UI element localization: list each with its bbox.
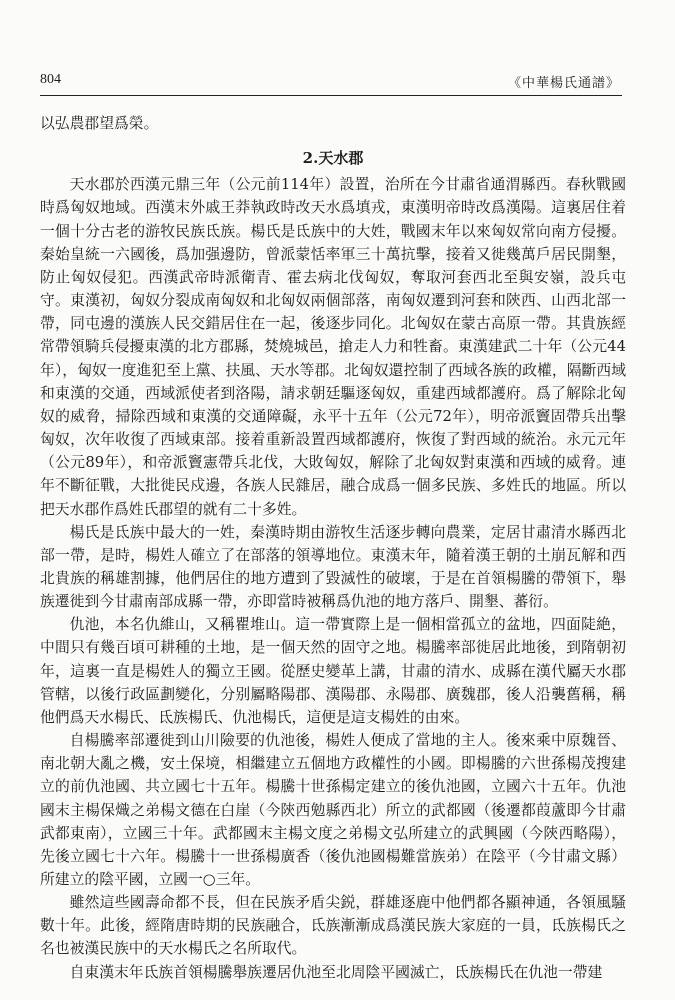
page-number: 804 [40,72,61,87]
paragraph-1: 天水郡於西漢元鼎三年（公元前114年）設置，治所在今甘肅省通渭縣西。春秋戰國時爲匈奴地域。西漢末外戚王莽執政時改天水爲填戎，東漢明帝時改爲漢陽。這裏居住着一個十分古老的游牧民族氐族。楊氏是氐族中的大姓，戰國末年以來匈奴常向南方侵擾。秦始皇統一六國後，爲加强邊防，曾派蒙恬率軍三十萬抗擊，接着又徙幾萬戶居民開墾，防止匈奴侵犯。西漢武帝時派衛青、霍去病北伐匈奴，奪取河套西北至與安嶺，設兵屯守。東漢初，匈奴分裂成南匈奴和北匈奴兩個部落，南匈奴遷到河套和陝西、山西北部一帶，同屯邊的漢族人民交錯居住在一起，後逐步同化。北匈奴在蒙古高原一帶。其貴族經常帶領騎兵侵擾東漢的北方郡縣，焚燒城邑，搶走人力和牲畜。東漢建武二十年（公元44年），匈奴一度進犯至上黨、扶風、天水等郡。北匈奴還控制了西域各族的政權，隔斷西域和東漢的交通，西域派使者到洛陽，請求朝廷驅逐匈奴，重建西域都護府。爲了解除北匈奴的威脅，掃除西域和東漢的交通障礙，永平十五年（公元72年），明帝派竇固帶兵出擊匈奴，次年收復了西域東部。接着重新設置西域都護府，恢復了對西域的統治。永元元年（公元89年），和帝派竇憲帶兵北伐，大敗匈奴，解除了北匈奴對東漢和西域的威脅。連年不斷征戰，大批徙民戍邊，各族人民雜居，融合成爲一個多民族、多姓氏的地區。所以把天水郡作爲姓氏郡望的就有二十多姓。 [40,176,626,518]
paragraph-5: 雖然這些國壽命都不長，但在民族矛盾尖鋭，群雄逐鹿中他們都各顯神通，各領風騷數十年。此後，經隋唐時期的民族融合，氐族漸漸成爲漢民族大家庭的一員，氐族楊氏之名也被漢民族中的天水楊氏之名所取代。 [40,894,626,958]
running-title: 《中華楊氏通譜》 [507,76,620,91]
paragraph-6: 自東漢末年氐族首領楊騰舉族遷居仇池至北周陰平國滅亡，氐族楊氏在仇池一帶建 [69,963,603,981]
page-header [40,72,620,94]
paragraph-4: 自楊騰率部遷徙到山川險要的仇池後，楊姓人便成了當地的主人。後來乘中原魏晉、南北朝大亂之機，安土保境，相繼建立五個地方政權性的小國。即楊騰的六世孫楊茂搜建立的前仇池國、共立國七十五年。楊騰十世孫楊定建立的後仇池國，立國六十五年。仇池國末主楊保熾之弟楊文德在白崖（今陝西勉縣西北）所立的武都國（後遷都葭蘆即今甘肅武都東南），立國三十年。武都國末主楊文度之弟楊文弘所建立的武興國（今陝西略陽），先後立國七十六年。楊騰十一世孫楊廣香（後仇池國楊難當族弟）在陰平（今甘肅文縣）所建立的陰平國，立國一○三年。 [40,732,626,888]
page-body [40,112,626,984]
carryover-paragraph: 以弘農郡望爲榮。 [40,115,159,132]
section-heading: 2.天水郡 [302,149,364,168]
header-rule [40,95,622,96]
paragraph-3: 仇池，本名仇維山，又稱瞿堆山。這一帶實際上是一個相當孤立的盆地，四面陡絶，中間只有幾百頃可耕種的土地，是一個天然的固守之地。楊騰率部徙居此地後，到隋朝初年，這裏一直是楊姓人的獨立王國。從歷史變革上講，甘肅的清水、成縣在漢代屬天水郡管轄，以後行政區劃變化，分别屬略陽郡、漢陽郡、永陽郡、廣魏郡，後人沿襲舊稱，稱他們爲天水楊氏、氐族楊氏、仇池楊氏，這便是這支楊姓的由來。 [40,616,626,726]
paragraph-2: 楊氏是氐族中最大的一姓，秦漢時期由游牧生活逐步轉向農業，定居甘肅清水縣西北部一帶，是時，楊姓人確立了在部落的領導地位。東漢末年，隨着漢王朝的土崩瓦解和西北貴族的稱雄割據，他們居住的地方遭到了毀滅性的破壞，于是在首領楊騰的帶領下，舉族遷徙到今甘肅南部成縣一帶，亦即當時被稱爲仇池的地方落戶、開墾、蕃衍。 [40,523,626,611]
